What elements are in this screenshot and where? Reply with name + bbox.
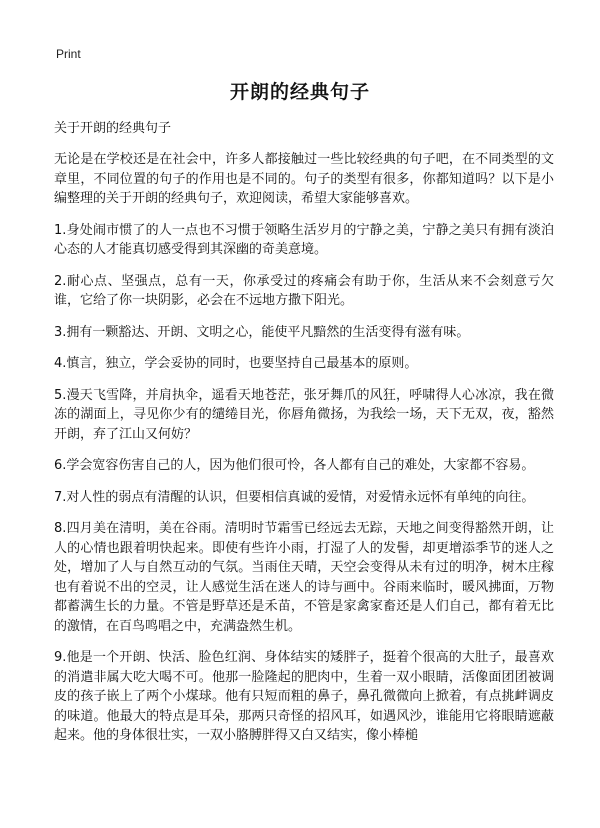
sentence-item-8: 8.四月美在清明，美在谷雨。清明时节霜雪已经远去无踪，天地之间变得豁然开朗，让人的心情也跟着明快起来。即使有些许小雨，打湿了人的发髻，却更增添季节的迷人之处，增加了人与自然互动的气氛。当雨住天晴，天空会变得从未有过的明净，树木庄稼也有着说不出的空灵，让人感觉生活在迷人的诗与画中。谷雨来临时，暖风拂面，万物都蓄满生长的力量。不管是野草还是禾苗，不管是家禽家畜还是人们自己，都有着无比的激情，在百鸟鸣唱之中，充满盎然生机。 — [54, 521, 554, 634]
sentence-item-7: 7.对人性的弱点有清醒的认识，但要相信真诚的爱情，对爱情永远怀有单纯的向往。 — [54, 489, 535, 505]
sentence-item-2: 2.耐心点、坚强点，总有一天，你承受过的疼痛会有助于你，生活从来不会刻意亏欠谁，它给了你一块阴影，必会在不远地方撒下阳光。 — [54, 273, 554, 308]
sentence-item-6: 6.学会宽容伤害自己的人，因为他们很可怜，各人都有自己的难处，大家都不容易。 — [54, 458, 535, 473]
print-link[interactable]: Print — [56, 47, 81, 61]
sentence-item-3: 3.拥有一颗豁达、开朗、文明之心，能使平凡黯然的生活变得有滋有味。 — [54, 324, 470, 340]
article-subtitle: 关于开朗的经典句子 — [54, 121, 172, 136]
sentence-item-4: 4.慎言，独立，学会妥协的同时，也要坚持自己最基本的原则。 — [54, 356, 418, 371]
article-body — [54, 119, 554, 758]
sentence-item-1: 1.身处闹市惯了的人一点也不习惯于领略生活岁月的宁静之美，宁静之美只有拥有淡泊心态的人才能真切感受得到其深幽的奇美意境。 — [54, 222, 554, 257]
intro-paragraph: 无论是在学校还是在社会中，许多人都接触过一些比较经典的句子吧，在不同类型的文章里，不同位置的句子的作用也是不同的。句子的类型有很多，你都知道吗？以下是小编整理的关于开朗的经典句子，欢迎阅读，希望大家能够喜欢。 — [54, 152, 554, 206]
sentence-item-5: 5.漫天飞雪降，并肩执伞，遥看天地苍茫，张牙舞爪的风狂，呼啸得人心冰凉，我在微冻的湖面上，寻见你少有的缱绻目光，你唇角微扬，为我绘一场，天下无双，夜，豁然开朗，弃了江山又何妨？ — [54, 387, 554, 442]
page-title: 开朗的经典句子 — [229, 81, 370, 103]
sentence-item-9: 9.他是一个开朗、快活、脸色红润、身体结实的矮胖子，挺着个很高的大肚子，最喜欢的消遣非属大吃大喝不可。他那一脸隆起的肥肉中，生着一双小眼睛，活像面团团被调皮的孩子嵌上了两个小煤球。他有只短而粗的鼻子，鼻孔微微向上掀着，有点挑衅调皮的味道。他最大的特点是耳朵，那两只奇怪的招风耳，如遇风沙，谁能用它将眼睛遮蔽起来。他的身体很壮实，一双小胳膊胖得又白又结实，像小棒槌 — [54, 650, 554, 743]
